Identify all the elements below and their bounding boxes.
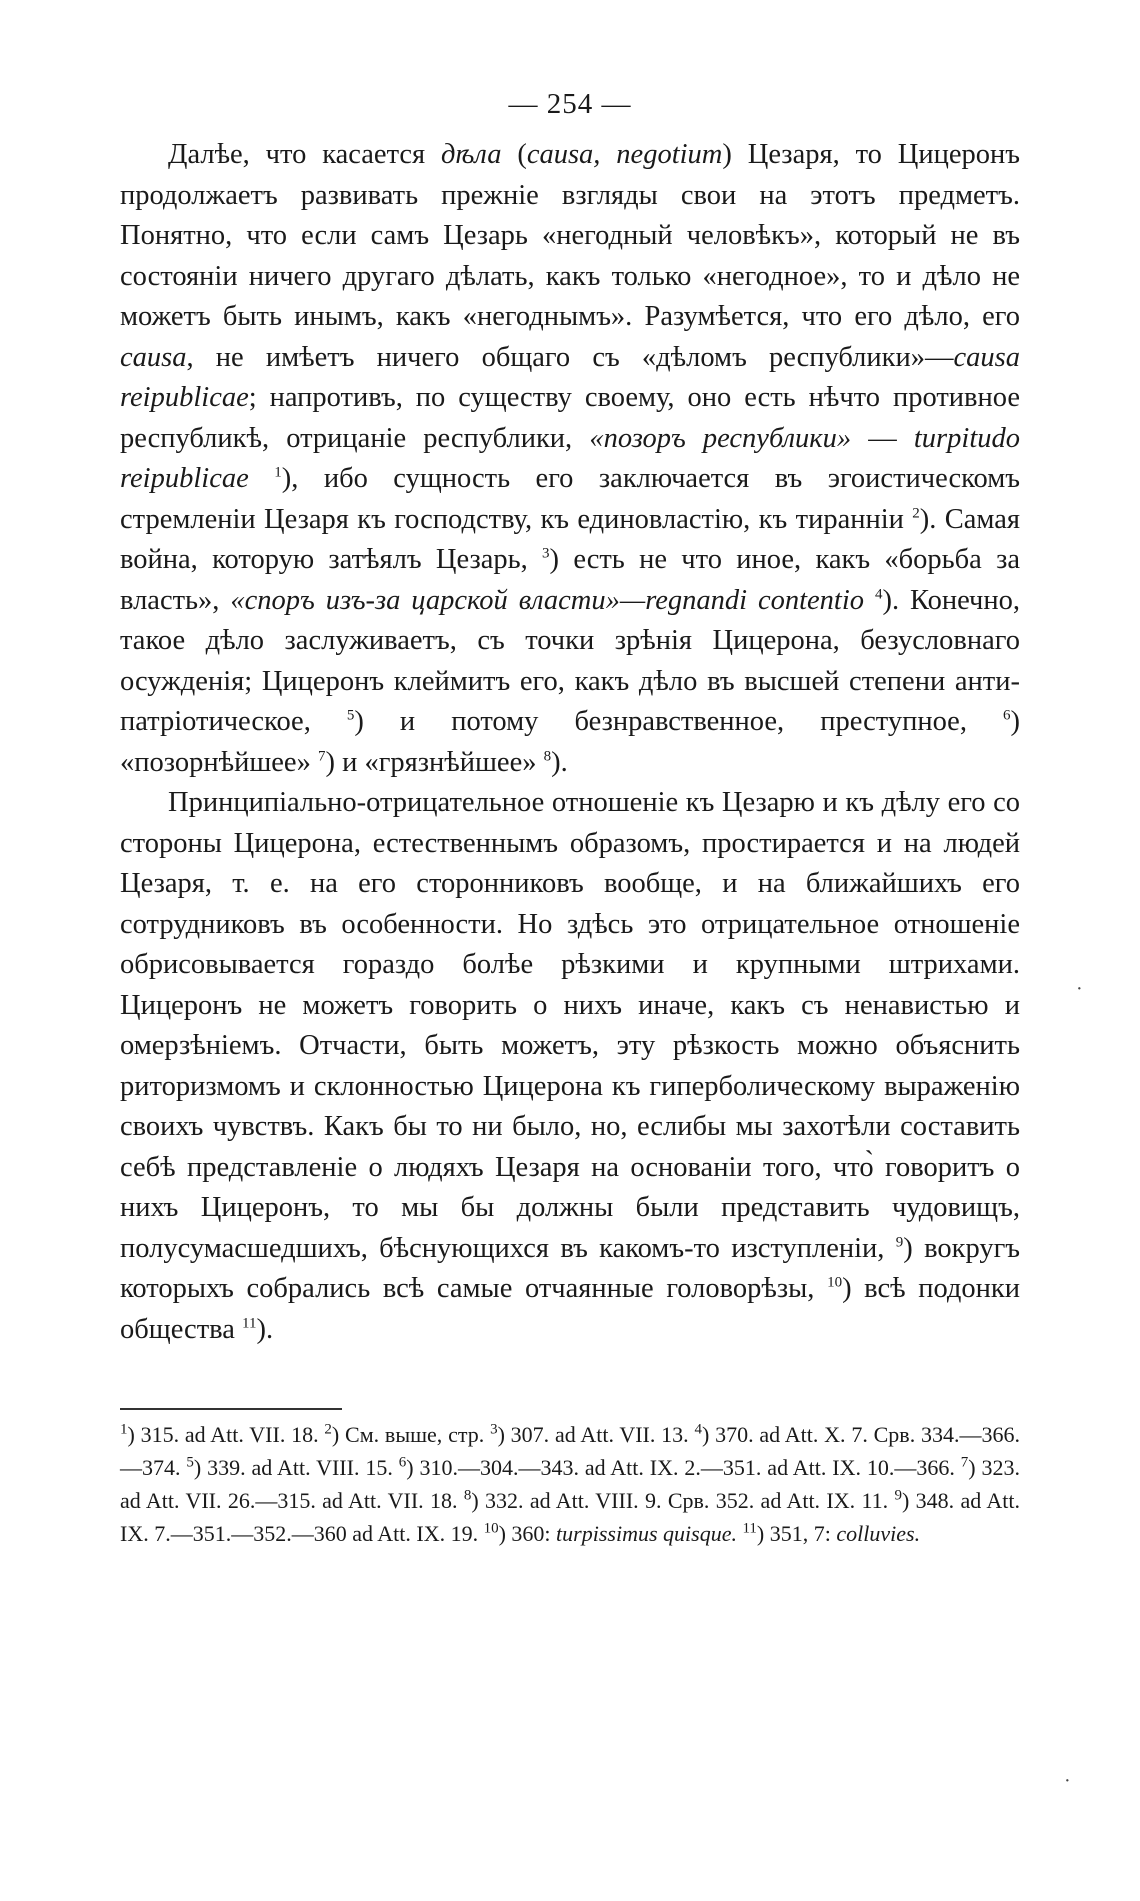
footnote-text: ) 370. ad Att. X. 7. Срв. 334.—366.—374. — [120, 1422, 1020, 1480]
footnote-number: 1 — [120, 1421, 128, 1438]
text-run: ) есть не что иное, какъ «борьба за власть», — [120, 544, 1020, 616]
text-run: , не имѣетъ ничего общаго съ «дѣломъ республики»— — [186, 341, 954, 373]
italic-text: causa — [120, 341, 187, 373]
text-run — [249, 463, 274, 494]
footnote-text: ) 323. ad Att. VII. 26.—315. ad Att. VII. 18. — [120, 1455, 1020, 1513]
italic-text: «позоръ республики» — [589, 422, 852, 454]
footnote-text: ) 310.—304.—343. ad Att. IX. 2.—351. ad Att. IX. 10.—366. — [406, 1455, 961, 1480]
paragraph-1 — [120, 135, 1020, 783]
book-page — [120, 88, 1020, 1550]
text-run: Далѣе, что касается — [168, 139, 441, 170]
italic-text: turpitudo reipublicae — [120, 422, 1020, 494]
footnote-number: 2 — [324, 1421, 332, 1438]
footnote-text: ) 351, 7: — [756, 1521, 837, 1546]
text-run: ). Конечно, такое дѣло заслуживаетъ, съ точки зрѣнія Цицерона, безусловнаго осужденія; Цицеронъ клеймитъ его, какъ дѣло въ высшей степени анти-патріотическое, — [120, 584, 1021, 737]
footnote-marker: 1 — [274, 464, 282, 481]
footnote-number: 8 — [463, 1487, 472, 1504]
text-run: ), ибо сущность его заключается въ эгоистическомъ стремленіи Цезаря къ господству, къ единовластію, къ тиранніи — [120, 463, 1021, 535]
footnote-number: 11 — [742, 1520, 757, 1537]
body-text — [120, 135, 1020, 1350]
footnote-marker: 2 — [912, 505, 920, 521]
footnote-number: 7 — [960, 1454, 969, 1471]
text-run: ). — [551, 746, 568, 778]
text-run — [864, 585, 875, 616]
text-run: ) всѣ подонки общества — [120, 1273, 1021, 1345]
italic-text: «споръ изъ-за царской власти»—regnandi contentio — [230, 584, 865, 616]
text-run: ). Самая война, которую затѣялъ Цезарь, — [120, 503, 1021, 575]
stray-mark: · — [1076, 978, 1083, 1000]
stray-mark: · — [1064, 1770, 1071, 1792]
footnote-separator — [120, 1408, 342, 1410]
page-number: — 254 — — [508, 88, 632, 120]
footnote-number: 6 — [398, 1454, 407, 1471]
footnote-italic: turpissimus quisque. — [556, 1521, 743, 1546]
footnote-marker: 4 — [874, 586, 883, 602]
text-run: ( — [501, 139, 527, 170]
footnote-text: ) 348. ad Att. IX. 7.—351.—352.—360 ad Att. IX. 19. — [120, 1488, 1020, 1546]
footnote-text: ) 339. ad Att. VIII. 15. — [193, 1455, 399, 1480]
footnote-text: ) 360: — [498, 1521, 557, 1546]
footnote-number: 9 — [894, 1487, 902, 1504]
italic-text: дѣла — [441, 139, 502, 170]
text-run: ) вокругъ которыхъ собрались всѣ самые отчаянные головорѣзы, — [120, 1232, 1020, 1304]
text-run: ). — [256, 1313, 274, 1345]
footnote-marker: 10 — [827, 1274, 843, 1291]
footnote-marker: 5 — [346, 707, 355, 724]
footnote-number: 10 — [483, 1520, 499, 1537]
footnote-text: ) См. выше, стр. — [331, 1422, 491, 1447]
italic-text: causa reipublicae — [120, 341, 1020, 413]
footnote-text: ) 315. ad Att. VII. 18. — [127, 1422, 325, 1447]
footnote-text: ) 332. ad Att. VIII. 9. Срв. 352. ad Att. IX. 11. — [471, 1488, 895, 1513]
text-run: ) и потому безнравственное, преступное, — [354, 706, 1003, 737]
italic-text: causa, negotium — [526, 139, 723, 170]
footnote-italic: colluvies. — [836, 1521, 921, 1546]
footnote-number: 3 — [490, 1421, 498, 1438]
footnote-marker: 3 — [542, 545, 550, 562]
footnote-marker: 7 — [317, 748, 326, 764]
text-run: ) «позорнѣйшее» — [120, 706, 1020, 778]
footnote-marker: 6 — [1002, 707, 1011, 724]
footnote-text: ) 307. ad Att. VII. 13. — [497, 1422, 695, 1447]
footnote-marker: 8 — [543, 748, 552, 764]
footnote-number: 5 — [186, 1454, 194, 1471]
text-run: Принципіально-отрицательное отношеніе къ Цезарю и къ дѣлу его со стороны Цицерона, естественнымъ образомъ, простирается и на людей Цезаря, т. е. на его сторонниковъ вообще, и на ближайшихъ его сотрудниковъ въ особенности. Но здѣсь это отрицательное отношеніе обрисовывается гораздо болѣе рѣзкими и крупными штрихами. Цицеронъ не можетъ говорить о нихъ иначе, какъ съ ненавистью и омерзѣніемъ. Отчасти, быть можетъ, эту рѣзкость можно объяснить риторизмомъ и склонностью Цицерона къ гиперболическому выраженію своихъ чувствъ. Какъ бы то ни было, но, еслибы мы захотѣли составить себѣ представленіе о людяхъ Цезаря на основаніи того, что̀ говоритъ о нихъ Цицеронъ, то мы бы должны были представить чудовищъ, полусумасшедшихъ, бѣснующихся въ какомъ-то изступленіи, — [120, 787, 1020, 1264]
text-run: ) и «грязнѣйшее» — [325, 746, 544, 778]
text-run: ; напротивъ, по существу своему, оно есть нѣчто противное республикѣ, отрицаніе республики, — [120, 382, 1020, 454]
footnote-number: 4 — [694, 1421, 702, 1438]
text-run: ) Цезаря, то Цицеронъ продолжаетъ развивать прежніе взгляды свои на этотъ предметъ. Понятно, что если самъ Цезарь «негодный человѣкъ», который не въ состояніи ничего другаго дѣлать, какъ только «негодное», то и дѣло не можетъ быть инымъ, какъ «негоднымъ». Разумѣется, что его дѣло, его — [120, 139, 1020, 332]
footnotes — [120, 1418, 1020, 1550]
footnote-marker: 9 — [895, 1234, 904, 1250]
paragraph-2 — [120, 783, 1020, 1350]
footnote-marker: 11 — [242, 1315, 257, 1331]
text-run: — — [851, 422, 914, 454]
